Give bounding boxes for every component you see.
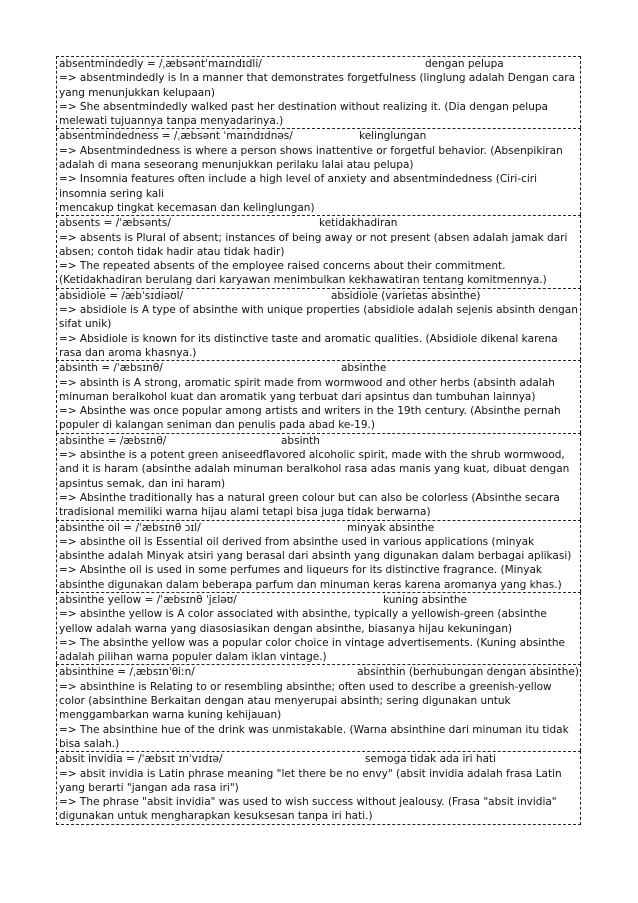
entry-head (59, 57, 579, 71)
entry-absidiole (56, 288, 581, 360)
translation: absinthin (berhubungan dengan absinthe) (357, 666, 579, 679)
headword: absinthe oil = /ˈæbsɪnθ ɔɪl/ (59, 521, 201, 534)
headword: absentmindedness = /ˌæbsənt ˈmaɪndɪdnəs/ (59, 130, 293, 143)
translation: dengan pelupa (425, 58, 504, 70)
entry-head (59, 752, 579, 766)
headword: absentmindedly = /ˌæbsəntˈmaɪndɪdli/ (59, 58, 262, 70)
definition-line: => absit invidia is Latin phrase meaning "let there be no envy" (absit invidia adalah frasa Latin yang berarti "jangan ada rasa iri") (59, 767, 562, 794)
entry-head (59, 289, 579, 303)
example-line: => Absinthe was once popular among artists and writers in the 19th century. (Absinthe pernah populer di kalangan seniman dan penulis pada abad ke-19.) (59, 405, 561, 432)
definition-line: => absinthe is a potent green aniseedflavored alcoholic spirit, made with the shrub wormwood, and it is haram (absinthe adalah minuman beralkohol rasa adas manis yang kuat, dibuat dengan apsintus semak, dan ini haram) (59, 449, 570, 490)
definition-line: => absidiole is A type of absinthe with unique properties (absidiole adalah sejenis absinth dengan sifat unik) (59, 304, 578, 331)
dictionary-page (56, 56, 581, 825)
translation: absinthe (341, 362, 387, 375)
definition-line: => Absentmindedness is where a person shows inattentive or forgetful behavior. (Absenpikiran adalah di mana seseorang menunjukkan perilaku lalai atau pelupa) (59, 144, 563, 172)
headword: absinthe yellow = /ˈæbsɪnθ ˈjɛləʊ/ (59, 593, 237, 606)
definition-line: => absinth is A strong, aromatic spirit made from wormwood and other herbs (absinth adalah minuman beralkohol kuat dan aromatik yang terbuat dari apsintus dan tumbuhan lainnya) (59, 376, 555, 403)
translation: absinth (281, 434, 320, 447)
translation: semoga tidak ada iri hati (365, 753, 497, 766)
definition-line: => absinthe yellow is A color associated with absinthe, typically a yellowish-green (absinthe yellow adalah warna yang diasosiasikan dengan absinthe, biasanya hijau kekuningan) (59, 608, 547, 635)
definition-line: => absinthine is Relating to or resembling absinthe; often used to describe a greenish-yellow color (absinthine Berkaitan dengan atau menyerupai absinth; sering digunakan untuk menggambarkan warna kuning kehijauan) (59, 680, 552, 722)
example-line: => She absentmindedly walked past her destination without realizing it. (Dia dengan pelupa melewati tujuannya tanpa menyadarinya.) (59, 100, 548, 128)
translation: kuning absinthe (383, 593, 468, 606)
example-line: => Absinthe traditionally has a natural green colour but can also be colorless (Absinthe secara tradisional memiliki warna hijau alami tetapi bisa juga tidak berwarna) (59, 491, 560, 519)
headword: absinth = /ˈæbsɪnθ/ (59, 362, 163, 375)
example-line: => Absinthe oil is used in some perfumes and liqueurs for its distinctive fragrance. (Minyak absinthe digunakan dalam beberapa parfum dan minuman keras karena aromanya yang khas.) (59, 564, 562, 591)
example-line: => Insomnia features often include a high level of anxiety and absentmindedness (Ciri-ciri insomnia sering kali (59, 173, 538, 200)
example-line: => The absinthe yellow was a popular color choice in vintage advertisements. (Kuning absinthe adalah pilihan warna populer dalam iklan vintage.) (59, 636, 566, 664)
example-line-continued: mencakup tingkat kecemasan dan kelinglungan) (59, 201, 315, 214)
example-line: => The phrase "absit invidia" was used to wish success without jealousy. (Frasa "absit invidia" digunakan untuk mengharapkan kesuksesan tanpa iri hati.) (59, 796, 557, 823)
entry-head (59, 129, 579, 143)
entry-head (59, 216, 579, 230)
translation: absidiole (varietas absinthe) (331, 289, 481, 302)
definition-line: => absentmindedly is In a manner that demonstrates forgetfulness (linglung adalah Dengan cara yang menunjukkan kelupaan) (59, 72, 576, 99)
translation: kelinglungan (359, 130, 427, 143)
definition-line: => absinthe oil is Essential oil derived from absinthe used in various applications (minyak absinthe adalah Minyak atsiri yang berasal dari absinth yang digunakan dalam berbagai aplikasi) (59, 535, 572, 563)
entry-head (59, 434, 579, 448)
headword: absents = /ˈæbsənts/ (59, 217, 171, 230)
entry-absit-invidia (56, 751, 581, 824)
entry-absinthe-oil (56, 520, 581, 592)
headword: absit invidia = /ˈæbsɪt ɪnˈvɪdɪə/ (59, 753, 223, 766)
entry-absinthe (56, 433, 581, 520)
entry-absentmindedness (56, 128, 581, 215)
entry-absinthine (56, 664, 581, 751)
entry-absentmindedly (56, 56, 581, 128)
example-line: => The repeated absents of the employee raised concerns about their commitment. (Ketidakhadiran berulang dari karyawan menimbulkan kekhawatiran tentang komitmennya.) (59, 260, 547, 287)
entry-absinthe-yellow (56, 592, 581, 664)
entry-head (59, 361, 579, 375)
example-line: => The absinthine hue of the drink was unmistakable. (Warna absinthine dari minuman itu tidak bisa salah.) (59, 723, 569, 750)
definition-line: => absents is Plural of absent; instances of being away or not present (absen adalah jamak dari absen; contoh tidak hadir atau tidak hadir) (59, 231, 568, 258)
entry-absents (56, 215, 581, 287)
example-line: => Absidiole is known for its distinctive taste and aromatic qualities. (Absidiole dikenal karena rasa dan aroma khasnya.) (59, 332, 558, 359)
entry-head (59, 593, 579, 607)
headword: absidiole = /æbˈsɪdiəʊl/ (59, 289, 184, 302)
entry-head (59, 665, 579, 679)
entry-absinth (56, 360, 581, 432)
headword: absinthe = /æbsɪnθ/ (59, 434, 167, 447)
entry-head (59, 521, 579, 535)
translation: minyak absinthe (347, 521, 435, 534)
headword: absinthine = /ˌæbsɪnˈθiːn/ (59, 666, 195, 679)
translation: ketidakhadiran (319, 217, 398, 230)
